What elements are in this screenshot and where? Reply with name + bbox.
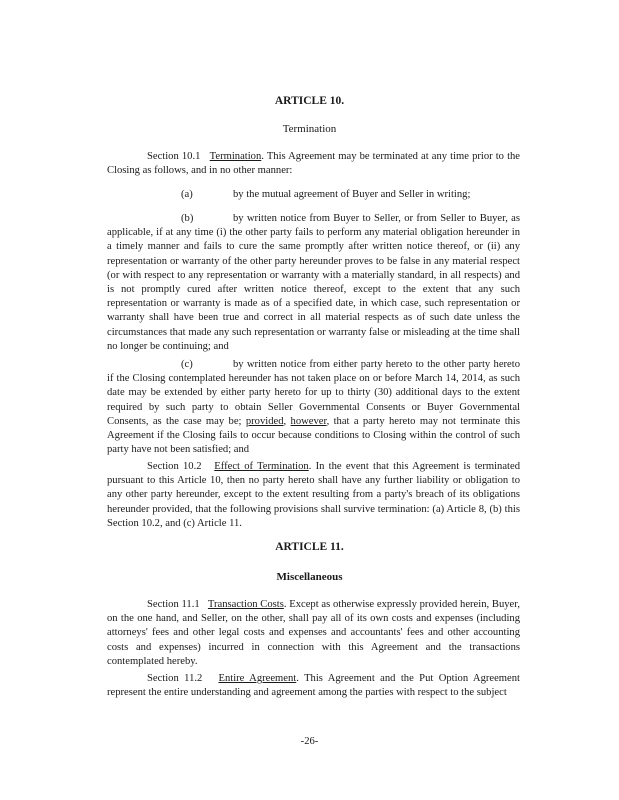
- article-10-subtitle: Termination: [282, 123, 337, 135]
- section-10-2-heading: Effect of Termination: [214, 461, 309, 472]
- clause-a-label: (a): [181, 189, 193, 200]
- section-11-2: [107, 672, 520, 700]
- section-10-2-number: Section 10.2: [147, 461, 202, 472]
- article-10-title: ARTICLE 10.: [274, 95, 345, 107]
- clause-b-text: by written notice from Buyer to Seller, or from Seller to Buyer, as applicable, if at any time (i) the other party fails to perform any material obligation hereunder in a timely manner and fails to cure the same promptly after written notice thereof, or (ii) any representation or warranty of the other party hereunder proves to be false in any material respect (or with respect to any representation or warranty with a materially standard, in all respects) and is not promptly cured after written notice thereof, except to the extent that any such representation or warranty is made as of a specified date, in which case, such representation or warranty shall have been true and correct in all material respects as of such date unless the circumstances that made any such representation or warranty false or misleading at the time shall no longer be continuing; and: [107, 213, 520, 352]
- section-11-1-number: Section 11.1: [147, 599, 200, 610]
- clause-a-text: by the mutual agreement of Buyer and Seller in writing;: [233, 189, 471, 200]
- page-number: -26-: [300, 736, 319, 747]
- section-10-1-text: . This Agreement may be terminated at any time prior to the Closing as follows, and in no other manner:: [107, 151, 521, 177]
- clause-c-label: (c): [181, 359, 193, 370]
- clause-c-however: however: [290, 415, 327, 427]
- section-10-1-number: Section 10.1: [147, 151, 201, 162]
- article-11-subtitle: Miscellaneous: [276, 571, 343, 583]
- section-11-2-number: Section 11.2: [147, 673, 203, 684]
- clause-b: [107, 212, 520, 354]
- clause-b-label: (b): [181, 213, 194, 224]
- section-11-1-heading: Transaction Costs: [207, 599, 284, 610]
- clause-a: [107, 188, 520, 202]
- section-11-1-text: . Except as otherwise expressly provided herein, Buyer, on the one hand, and Seller, on the other, shall pay all of its own costs and expenses (including attorneys' fees and other legal costs and expenses and accountants' fees and other accounting costs and expenses) incurred in connection with this Agreement and the transactions contemplated hereby.: [107, 599, 520, 667]
- clause-c-provided: provided: [245, 415, 284, 427]
- clause-c-text-1: by written notice from either party hereto to the other party hereto if the Closing contemplated hereunder has not taken place on or before March 14, 2014, as such date may be extended by either party hereto for up to thirty (30) additional days to the extent required by such party to obtain Seller Governmental Consents or Buyer Governmental Consents, as the case may be;: [107, 359, 520, 427]
- clause-c-text-2: , that a party hereto may not terminate this Agreement if the Closing fails to occur because conditions to Closing within the control of such party have not been satisfied; and: [107, 415, 520, 456]
- section-11-1: [107, 598, 520, 669]
- section-10-2: [107, 460, 520, 531]
- section-10-1: [107, 150, 520, 178]
- section-10-1-heading: Termination: [209, 151, 262, 162]
- clause-c: (c) by written notice from either party hereto to the other party hereto if the Closing contemplated hereunder has not taken place on or before March 14, 2014, as such date may be extended by either party hereto for up to thirty (30) additional days to the extent required by such party to obtain Seller Governmental Consents or Buyer Governmental Consents, as the case may be; provided, however, that a party hereto may not terminate this Agreement if the Closing fails to occur because conditions to Closing within the control of such party have not been satisfied; and: [107, 359, 520, 456]
- section-11-2-heading: Entire Agreement: [218, 673, 297, 684]
- section-10-2-text: . In the event that this Agreement is terminated pursuant to this Article 10, then no party hereto shall have any further liability or obligation to any other party hereunder, except to the extent resulting from a party's breach of its obligations hereunder provided, that the following provisions shall survive termination: (a) Article 8, (b) this Section 10.2, and (c) Article 11.: [107, 461, 520, 529]
- article-11-title: ARTICLE 11.: [275, 541, 344, 553]
- section-11-2-text: . This Agreement and the Put Option Agreement represent the entire understanding and agreement among the parties with respect to the subject: [107, 673, 520, 699]
